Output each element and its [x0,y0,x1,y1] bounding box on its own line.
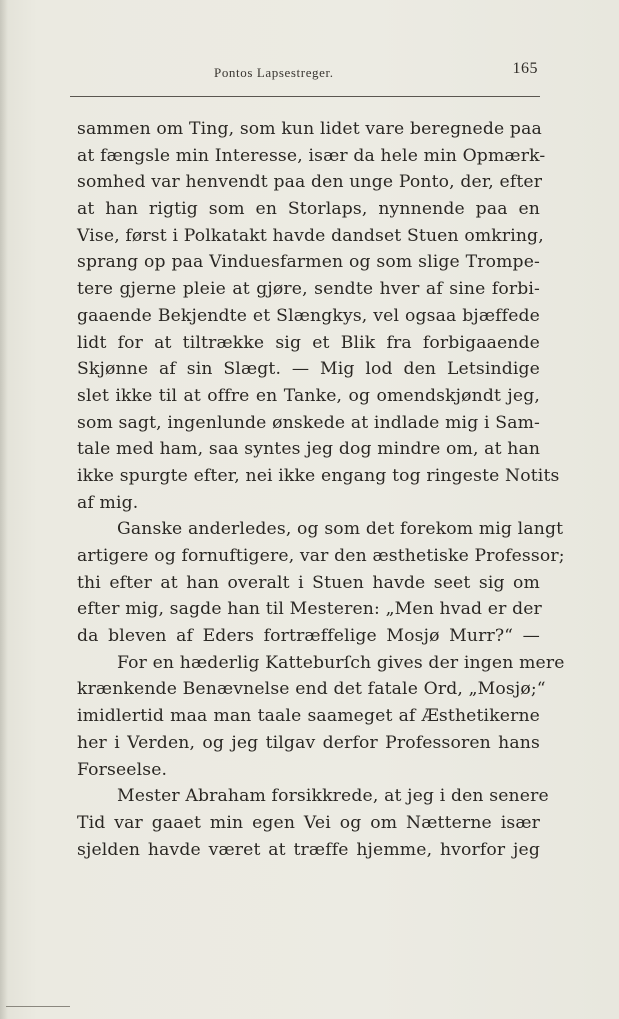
text-line: artigere og fornuftigere, var den æsthetiske Professor; [77,546,565,566]
page-number: 165 [512,60,538,77]
text-line: sjelden havde været at træffe hjemme, hvorfor jeg [77,839,540,860]
text-line: thi efter at han overalt i Stuen havde seet sig om [77,572,540,593]
text-line: sammen om Ting, som kun lidet vare beregnede paa [77,119,542,139]
page-bottom-mark [6,1006,70,1007]
text-line: Ganske anderledes, og som det forekom mig langt [117,519,564,540]
text-line: tere gjerne pleie at gjøre, sendte hver af sine forbi- [77,279,540,300]
text-line: ikke spurgte efter, nei ikke engang tog ringeste Notits [77,465,560,486]
text-line: som sagt, ingenlunde ønskede at indlade mig i Sam- [77,412,540,433]
text-line: at han rigtig som en Storlaps, nynnende paa en [77,199,540,220]
page-header [70,60,540,90]
text-line: at fængsle min Interesse, især da hele min Opmærk- [77,145,546,166]
text-line: For en hæderlig Katteburſch gives der ingen mere [117,652,565,673]
text-line: Skjønne af sin Slægt. — Mig lod den Letsindige [77,359,540,380]
page-edge-shadow [0,0,8,1019]
body-text [77,116,565,863]
text-line: Forseelse. [77,759,168,780]
header-rule [70,96,540,97]
text-line: Tid var gaaet min egen Vei og om Nætterne især [77,812,540,833]
text-line: tale med ham, saa syntes jeg dog mindre om, at han [77,439,541,460]
text-line: da bleven af Eders fortræffelige Mosjø Murr?“ — [77,626,540,647]
text-line: lidt for at tiltrække sig et Blik fra forbigaaende [77,332,540,353]
text-line: Mester Abraham forsikkrede, at jeg i den senere [117,786,549,807]
text-line: Vise, først i Polkatakt havde dandset Stuen omkring, [77,225,544,246]
text-line: her i Verden, og jeg tilgav derfor Professoren hans [77,732,540,753]
text-line: efter mig, sagde han til Mesteren: „Men hvad er der [77,599,542,620]
text-line: sprang op paa Vinduesfarmen og som slige Trompe- [77,252,540,273]
text-line: somhed var henvendt paa den unge Ponto, der, efter [77,172,543,193]
text-line: af mig. [77,492,139,513]
text-line: krænkende Benævnelse end det fatale Ord, „Mosjø;“ [77,679,546,700]
running-head: Pontos Lapsestreger. [214,65,334,80]
text-line: imidlertid maa man taale saameget af Æsthetikerne [77,706,540,727]
text-line: gaaende Bekjendte et Slængkys, vel ogsaa bjæffede [77,305,540,326]
text-line: slet ikke til at offre en Tanke, og omendskjøndt jeg, [77,385,540,406]
